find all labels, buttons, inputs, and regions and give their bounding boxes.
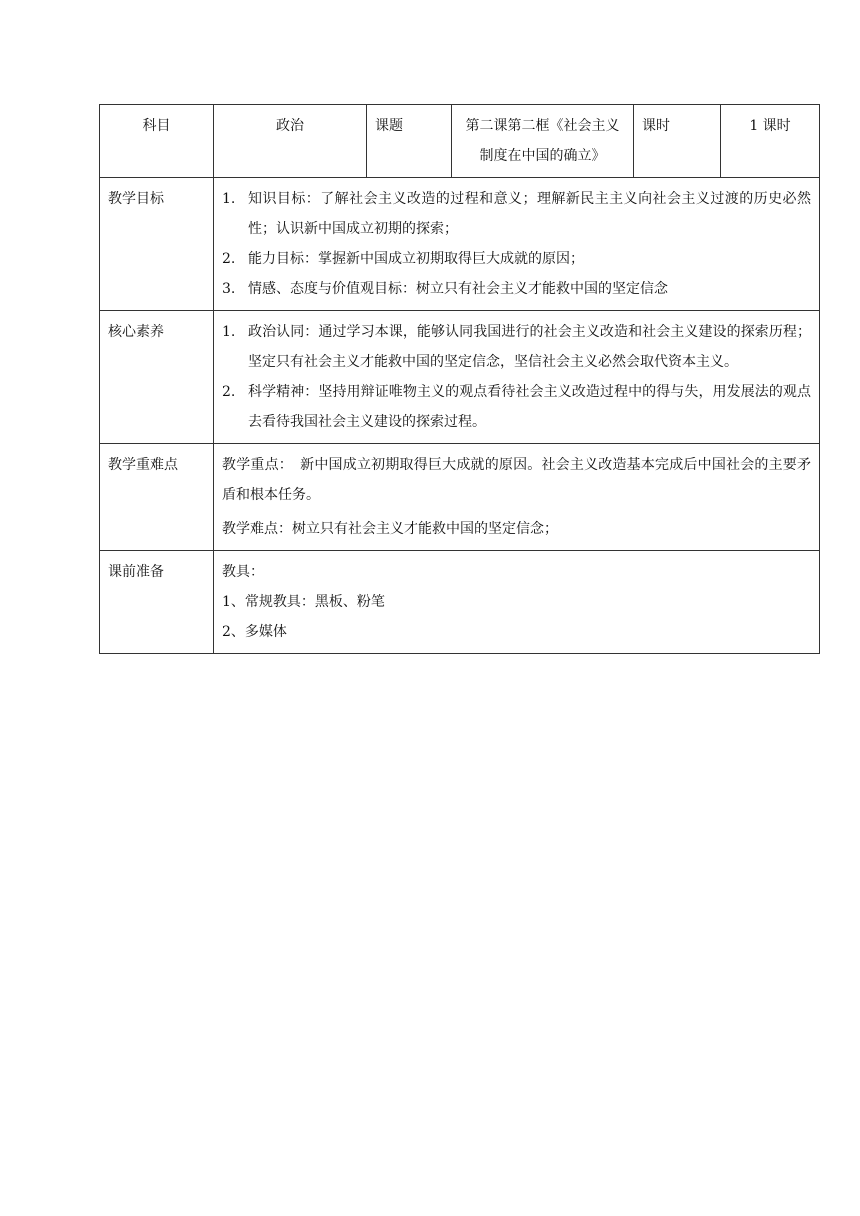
literacy-number: 1. bbox=[222, 324, 236, 340]
goal-text: 情感、态度与价值观目标：树立只有社会主义才能救中国的坚定信念 bbox=[248, 281, 668, 297]
goals-row bbox=[100, 178, 820, 311]
prep-content bbox=[214, 551, 820, 654]
literacy-text: 政治认同：通过学习本课，能够认同我国进行的社会主义改造和社会主义建设的探索历程；坚定只有社会主义才能救中国的坚定信念，坚信社会主义必然会取代资本主义。 bbox=[248, 324, 811, 370]
goal-number: 1. bbox=[222, 191, 236, 207]
goal-text: 知识目标：了解社会主义改造的过程和意义；理解新民主主义向社会主义过渡的历史必然性；认识新中国成立初期的探索； bbox=[248, 191, 811, 237]
goals-list bbox=[222, 184, 811, 304]
literacy-label: 核心素养 bbox=[100, 311, 214, 444]
goal-item bbox=[222, 274, 811, 304]
goal-number: 3. bbox=[222, 281, 236, 297]
goals-label: 教学目标 bbox=[100, 178, 214, 311]
difficulty-text: 教学难点：树立只有社会主义才能救中国的坚定信念； bbox=[222, 521, 558, 537]
literacy-item bbox=[222, 317, 811, 377]
goal-item bbox=[222, 244, 811, 274]
prep-label: 课前准备 bbox=[100, 551, 214, 654]
subject-value: 政治 bbox=[214, 105, 367, 178]
literacy-text: 科学精神：坚持用辩证唯物主义的观点看待社会主义改造过程中的得与失，用发展法的观点去看待我国社会主义建设的探索过程。 bbox=[248, 384, 811, 430]
prep-row bbox=[100, 551, 820, 654]
focus-content bbox=[214, 444, 820, 551]
hours-label: 课时 bbox=[634, 105, 721, 178]
literacy-item bbox=[222, 377, 811, 437]
lesson-plan-table bbox=[99, 104, 820, 654]
subject-label: 科目 bbox=[100, 105, 214, 178]
topic-label: 课题 bbox=[367, 105, 452, 178]
topic-value: 第二课第二框《社会主义制度在中国的确立》 bbox=[452, 105, 634, 178]
focus-row bbox=[100, 444, 820, 551]
header-row bbox=[100, 105, 820, 178]
prep-line-tools: 教具： bbox=[222, 564, 264, 580]
goal-text: 能力目标：掌握新中国成立初期取得巨大成就的原因； bbox=[248, 251, 584, 267]
prep-line-multimedia: 2、多媒体 bbox=[222, 624, 287, 640]
literacy-number: 2. bbox=[222, 384, 236, 400]
literacy-row bbox=[100, 311, 820, 444]
literacy-content bbox=[214, 311, 820, 444]
focus-label: 教学重难点 bbox=[100, 444, 214, 551]
goal-number: 2. bbox=[222, 251, 236, 267]
goal-item bbox=[222, 184, 811, 244]
literacy-list bbox=[222, 317, 811, 437]
hours-value: 1 课时 bbox=[721, 105, 820, 178]
prep-line-regular: 1、常规教具：黑板、粉笔 bbox=[222, 594, 385, 610]
goals-content bbox=[214, 178, 820, 311]
key-point-text: 教学重点： 新中国成立初期取得巨大成就的原因。社会主义改造基本完成后中国社会的主要矛盾和根本任务。 bbox=[222, 457, 811, 503]
